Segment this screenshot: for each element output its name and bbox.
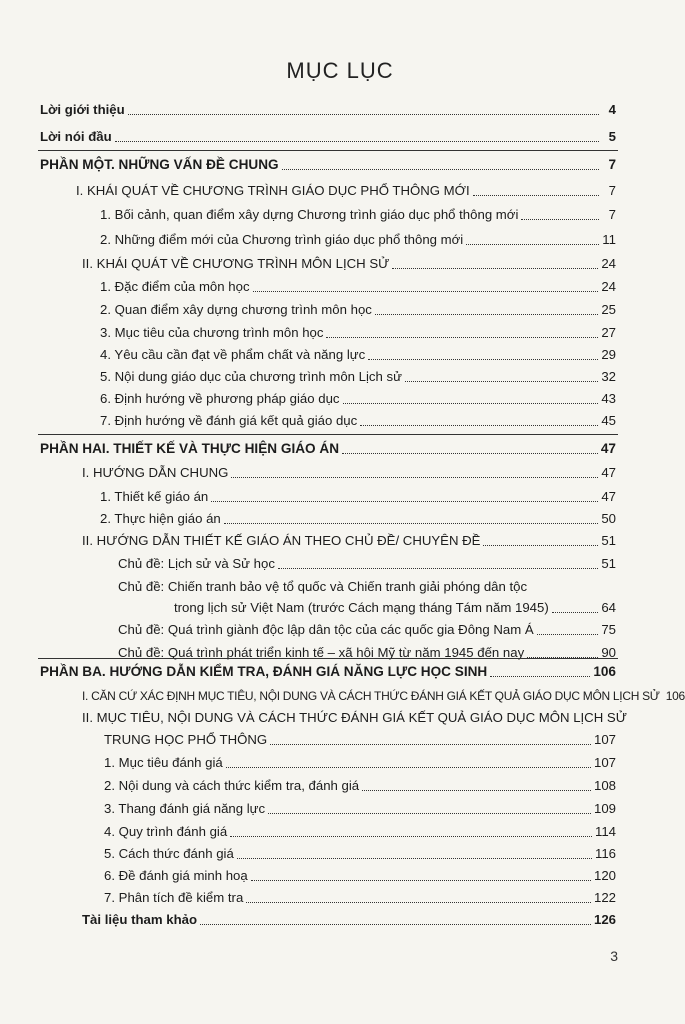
toc-entry-line[interactable]: Chủ đề: Chiến tranh bảo vệ tổ quốc và Chiến tranh giải phóng dân tộc xyxy=(118,579,528,594)
toc-entry[interactable] xyxy=(100,391,616,407)
toc-entry[interactable] xyxy=(100,279,616,295)
dot-leader xyxy=(368,359,598,360)
toc-entry-page: 108 xyxy=(593,778,616,793)
section-divider xyxy=(38,434,618,435)
dot-leader xyxy=(237,858,592,859)
dot-leader xyxy=(362,790,591,791)
toc-entry-page: 114 xyxy=(594,824,616,839)
toc-entry-text: 2. Nội dung và cách thức kiểm tra, đánh giá xyxy=(104,778,360,793)
toc-entry-page: 107 xyxy=(593,755,616,770)
dot-leader xyxy=(473,195,599,196)
dot-leader xyxy=(251,880,591,881)
toc-entry-page: 47 xyxy=(601,489,616,504)
toc-entry-line[interactable]: II. MỤC TIÊU, NỘI DUNG VÀ CÁCH THỨC ĐÁNH GIÁ KẾT QUẢ GIÁO DỤC MÔN LỊCH SỬ xyxy=(82,710,627,725)
toc-entry-text: 2. Những điểm mới của Chương trình giáo dục phổ thông mới xyxy=(100,232,464,247)
toc-entry[interactable] xyxy=(104,846,616,862)
toc-entry[interactable] xyxy=(82,688,685,704)
dot-leader xyxy=(360,425,598,426)
dot-leader xyxy=(342,453,598,454)
toc-entry-text: TRUNG HỌC PHỔ THÔNG xyxy=(104,732,268,747)
dot-leader xyxy=(375,314,598,315)
toc-entry-page: 120 xyxy=(593,868,616,883)
dot-leader xyxy=(246,902,591,903)
toc-entry-text: 4. Yêu cầu cần đạt về phẩm chất và năng lực xyxy=(100,347,366,362)
toc-entry[interactable] xyxy=(104,755,616,771)
toc-entry[interactable] xyxy=(40,102,616,118)
toc-entry-page: 7 xyxy=(608,157,616,172)
dot-leader xyxy=(200,924,591,925)
toc-entry-page: 75 xyxy=(601,622,616,637)
toc-entry[interactable] xyxy=(104,824,616,840)
toc-entry-text: PHẦN MỘT. NHỮNG VẤN ĐỀ CHUNG xyxy=(40,157,279,172)
dot-leader xyxy=(282,169,599,170)
toc-entry-text: 3. Mục tiêu của chương trình môn học xyxy=(100,325,324,340)
toc-entry-page: 32 xyxy=(601,369,616,384)
toc-entry-text: 5. Cách thức đánh giá xyxy=(104,846,234,861)
toc-entry-page: 106 xyxy=(593,664,616,679)
toc-entry-page: 109 xyxy=(593,801,616,816)
dot-leader xyxy=(211,501,598,502)
dot-leader xyxy=(268,813,591,814)
toc-entry[interactable] xyxy=(82,533,616,549)
toc-entry-text: 2. Thực hiện giáo án xyxy=(100,511,221,526)
toc-entry-text: 4. Quy trình đánh giá xyxy=(104,824,228,839)
toc-entry-page: 90 xyxy=(601,645,616,660)
toc-entry-text: Lời giới thiệu xyxy=(40,102,125,117)
toc-entry-text: 1. Thiết kế giáo án xyxy=(100,489,209,504)
section-divider xyxy=(38,150,618,151)
toc-entry[interactable] xyxy=(40,129,616,145)
toc-entry[interactable] xyxy=(104,778,616,794)
toc-entry-page: 29 xyxy=(601,347,616,362)
toc-entry-page: 122 xyxy=(593,890,616,905)
section-divider xyxy=(38,658,618,659)
toc-entry[interactable] xyxy=(82,912,616,928)
dot-leader xyxy=(490,676,590,677)
toc-entry[interactable] xyxy=(104,732,616,748)
toc-entry[interactable] xyxy=(82,465,616,481)
toc-entry-text: I. HƯỚNG DẪN CHUNG xyxy=(82,465,229,480)
dot-leader xyxy=(128,114,599,115)
toc-entry-page: 47 xyxy=(600,441,616,456)
toc-entry-text: 3. Thang đánh giá năng lực xyxy=(104,801,266,816)
toc-entry[interactable] xyxy=(76,183,616,199)
toc-entry-text: PHẦN HAI. THIẾT KẾ VÀ THỰC HIỆN GIÁO ÁN xyxy=(40,441,340,456)
toc-entry-text: 1. Bối cảnh, quan điểm xây dựng Chương trình giáo dục phổ thông mới xyxy=(100,207,519,222)
toc-entry-page: 50 xyxy=(601,511,616,526)
toc-entry[interactable] xyxy=(100,347,616,363)
toc-entry-page: 106 xyxy=(665,689,685,703)
toc-entry[interactable] xyxy=(174,600,616,616)
toc-entry-text: Lời nói đầu xyxy=(40,129,112,144)
toc-entry[interactable] xyxy=(100,232,616,248)
page-title: MỤC LỤC xyxy=(286,58,394,83)
dot-leader xyxy=(392,268,598,269)
toc-part-heading[interactable] xyxy=(40,441,616,457)
toc-entry-text: I. CĂN CỨ XÁC ĐỊNH MỤC TIÊU, NỘI DUNG VÀ CÁCH THỨC ĐÁNH GIÁ KẾT QUẢ GIÁO DỤC MÔN LỊCH SỬ xyxy=(82,689,660,703)
toc-entry-page: 51 xyxy=(601,556,616,571)
toc-entry-page: 5 xyxy=(608,129,616,144)
dot-leader xyxy=(521,219,599,220)
toc-entry-text: 1. Mục tiêu đánh giá xyxy=(104,755,223,770)
dot-leader xyxy=(278,568,598,569)
toc-entry[interactable] xyxy=(100,369,616,385)
toc-entry-page: 116 xyxy=(594,846,616,861)
toc-entry[interactable] xyxy=(100,413,616,429)
dot-leader xyxy=(115,141,599,142)
toc-entry-page: 24 xyxy=(601,279,616,294)
toc-entry-text: 2. Quan điểm xây dựng chương trình môn học xyxy=(100,302,372,317)
dot-leader xyxy=(253,291,599,292)
dot-leader xyxy=(224,523,599,524)
dot-leader xyxy=(326,337,598,338)
toc-entry[interactable] xyxy=(100,489,616,505)
toc-entry-text: Tài liệu tham khảo xyxy=(82,912,198,927)
dot-leader xyxy=(405,381,598,382)
dot-leader xyxy=(466,244,599,245)
toc-entry-page: 25 xyxy=(601,302,616,317)
toc-entry-text: 7. Phân tích đề kiểm tra xyxy=(104,890,244,905)
toc-entry[interactable] xyxy=(100,207,616,223)
dot-leader xyxy=(343,403,599,404)
toc-entry[interactable] xyxy=(104,868,616,884)
toc-entry[interactable] xyxy=(100,302,616,318)
toc-entry-text: Chủ đề: Lịch sử và Sử học xyxy=(118,556,275,571)
toc-entry-page: 24 xyxy=(601,256,616,271)
toc-entry-page: 7 xyxy=(608,183,616,198)
toc-entry-text: Chủ đề: Quá trình giành độc lập dân tộc của các quốc gia Đông Nam Á xyxy=(118,622,534,637)
toc-entry-text: Chủ đề: Quá trình phát triển kinh tế – xã hội Mỹ từ năm 1945 đến nay xyxy=(118,645,525,660)
toc-entry-page: 11 xyxy=(602,232,616,247)
dot-leader xyxy=(226,767,591,768)
toc-entry-page: 107 xyxy=(593,732,616,747)
toc-entry[interactable] xyxy=(118,556,616,572)
toc-entry-text: 1. Đặc điểm của môn học xyxy=(100,279,250,294)
toc-entry-page: 27 xyxy=(601,325,616,340)
toc-entry-text: I. KHÁI QUÁT VỀ CHƯƠNG TRÌNH GIÁO DỤC PHỔ THÔNG MỚI xyxy=(76,183,470,198)
toc-entry-page: 47 xyxy=(601,465,616,480)
toc-part-heading[interactable] xyxy=(40,664,616,680)
dot-leader xyxy=(230,836,592,837)
dot-leader xyxy=(552,612,599,613)
toc-entry-text: 6. Định hướng về phương pháp giáo dục xyxy=(100,391,340,406)
toc-entry-text: 7. Định hướng về đánh giá kết quả giáo dục xyxy=(100,413,358,428)
dot-leader xyxy=(537,634,599,635)
dot-leader xyxy=(231,477,598,478)
toc-entry-page: 7 xyxy=(608,207,616,222)
toc-entry-page: 4 xyxy=(608,102,616,117)
toc-part-heading[interactable] xyxy=(40,157,616,173)
toc-entry[interactable] xyxy=(118,622,616,638)
dot-leader xyxy=(270,744,591,745)
toc-entry-page: 43 xyxy=(601,391,616,406)
dot-leader xyxy=(483,545,598,546)
toc-entry-text: II. KHÁI QUÁT VỀ CHƯƠNG TRÌNH MÔN LỊCH SỬ xyxy=(82,256,390,271)
page-number: 3 xyxy=(610,948,618,964)
toc-entry-page: 51 xyxy=(601,533,616,548)
toc-entry-page: 64 xyxy=(601,600,616,615)
toc-entry-text: PHẦN BA. HƯỚNG DẪN KIỂM TRA, ĐÁNH GIÁ NĂNG LỰC HỌC SINH xyxy=(40,664,488,679)
toc-entry-text: II. HƯỚNG DẪN THIẾT KẾ GIÁO ÁN THEO CHỦ ĐỀ/ CHUYÊN ĐỀ xyxy=(82,533,481,548)
toc-entry-text: 5. Nội dung giáo dục của chương trình môn Lịch sử xyxy=(100,369,402,384)
toc-entry[interactable] xyxy=(100,325,616,341)
toc-entry[interactable] xyxy=(104,890,616,906)
toc-entry-page: 45 xyxy=(601,413,616,428)
toc-entry[interactable] xyxy=(82,256,616,272)
toc-entry[interactable] xyxy=(100,511,616,527)
toc-entry-text: 6. Đề đánh giá minh hoạ xyxy=(104,868,248,883)
toc-entry-text: trong lịch sử Việt Nam (trước Cách mạng tháng Tám năm 1945) xyxy=(174,600,549,615)
toc-entry[interactable] xyxy=(104,801,616,817)
toc-entry-page: 126 xyxy=(593,912,616,927)
